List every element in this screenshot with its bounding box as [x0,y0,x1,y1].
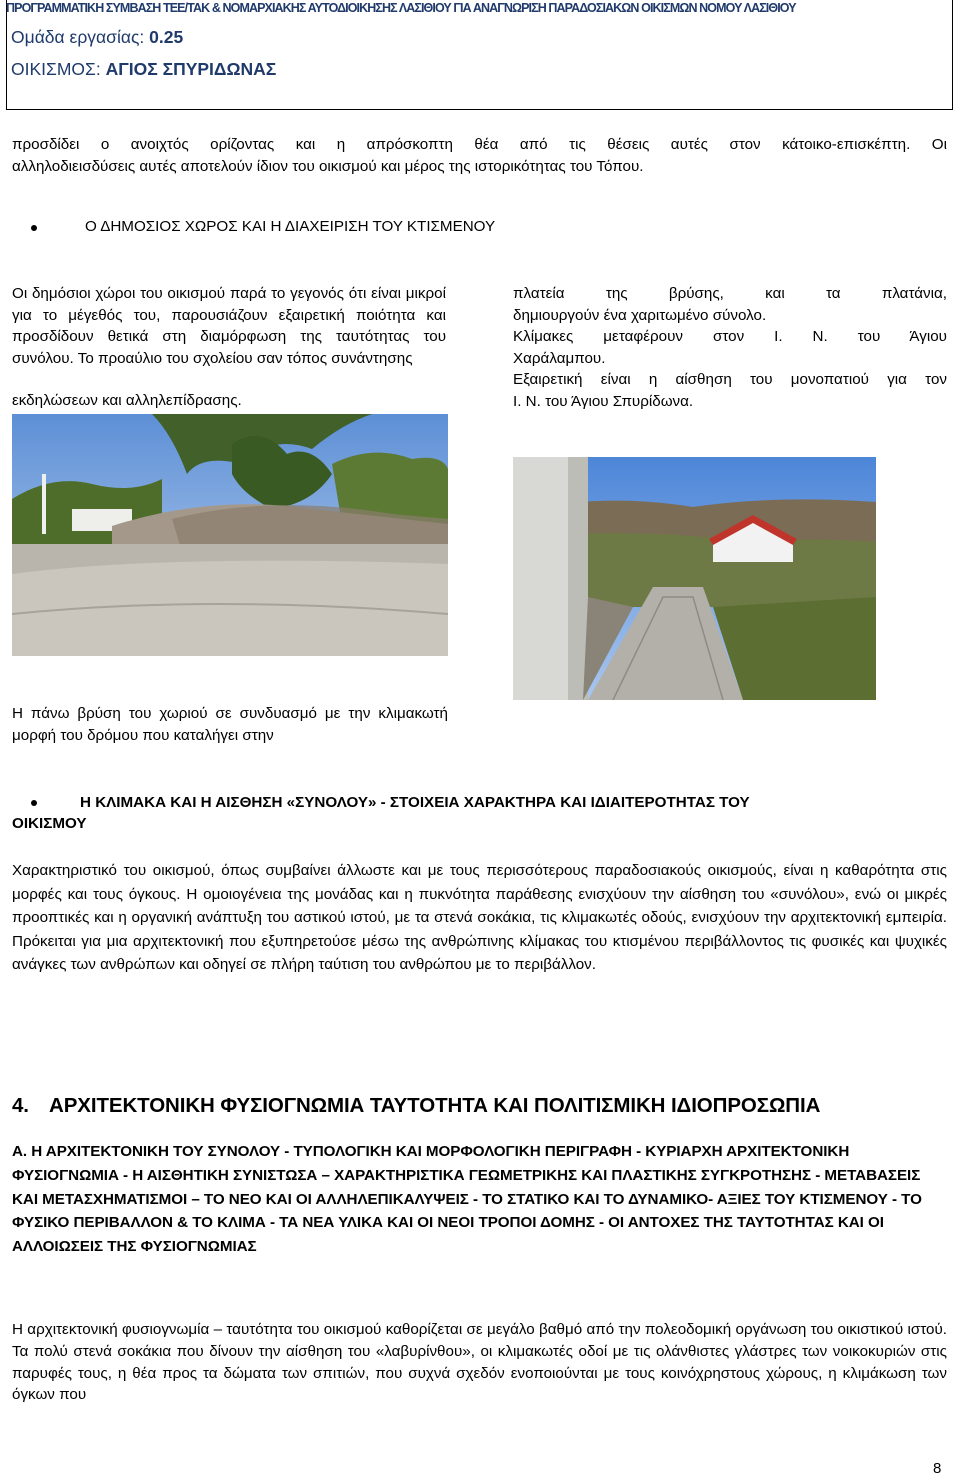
settlement-value: ΑΓΙΟΣ ΣΠΥΡΙΔΩΝΑΣ [105,59,277,79]
section-4-body: Η αρχιτεκτονική φυσιογνωμία – ταυτότητα του οικισμού καθορίζεται σε μεγάλο βαθμό από την πολεοδομική οργάνωση του οικιστικού ιστού. Τα πολύ στενά σοκάκια που δίνουν την αίσθηση του «λαβυρίνθου», οι κλιμακωτές οδοί με τις ολάνθιστες γλάστρες των νοικοκυριών στις παρυφές τους, η θέα προς τα δώματα των σπιτιών, που συχνά σχεδόν ενοποιούνται με τους κοινόχρηστους χώρους, η κλιμάκωση των όγκων που [12,1321,947,1404]
public-space-heading: Ο ΔΗΜΟΣΙΟΣ ΧΩΡΟΣ ΚΑΙ Η ΔΙΑΧΕΙΡΙΣΗ ΤΟΥ ΚΤΙΣΜΕΝΟΥ [85,218,496,235]
public-space-left-text: Οι δημόσιοι χώροι του οικισμού παρά το γεγονός ότι είναι μικροί για το μέγεθός του, παρουσιάζουν εξαιρετική ποιότητα και προσδίδουν θετικά στη διαμόρφωση της ταυτότητας του συνόλου. Το προαύλιο του σχολείου σαν τόπος συνάντησης [12,285,446,367]
right-line-3: Κλίμακες μεταφέρουν στον Ι. Ν. του Άγιου [513,328,947,345]
header-frame [6,0,953,110]
program-title: ΠΡΟΓΡΑΜΜΑΤΙΚΗ ΣΥΜΒΑΣΗ ΤΕΕ/ΤΑΚ & ΝΟΜΑΡΧΙΑΚΗΣ ΑΥΤΟΔΙΟΙΚΗΣΗΣ ΛΑΣΙΘΙΟΥ ΓΙΑ ΑΝΑΓΝΩΡΙΣΗ ΠΑΡΑΔΟΣΙΑΚΩΝ ΟΙΚΙΣΜΩΝ ΝΟΜΟΥ ΛΑΣΙΘΙΟΥ [6,1,796,15]
fountain-caption: Η πάνω βρύση του χωριού σε συνδυασμό με την κλιμακωτή μορφή του δρόμου που καταλήγει στην [12,705,448,744]
right-line-5: Εξαιρετική είναι η αίσθηση του μονοπατιού για τον [513,371,947,388]
scale-heading-line-1: Η ΚΛΙΜΑΚΑ ΚΑΙ Η ΑΙΣΘΗΣΗ «ΣΥΝΟΛΟΥ» - ΣΤΟΙΧΕΙΑ ΧΑΡΑΚΤΗΡΑ ΚΑΙ ΙΔΙΑΙΤΕΡΟΤΗΤΑΣ ΤΟΥ [80,794,750,811]
team-label: Ομάδα εργασίας: [11,27,145,47]
team-line [11,27,183,48]
intro-line-2: αλληλοδιεισδύσεις αυτές αποτελούν ίδιον του οικισμού και μέρος της ιστορικότητας του Τόπου. [12,158,644,175]
public-space-left-last: εκδηλώσεων και αλληλεπίδρασης. [12,392,242,409]
bullet-icon [31,800,37,806]
subsection-a-heading: Α. Η ΑΡΧΙΤΕΚΤΟΝΙΚΗ ΤΟΥ ΣΥΝΟΛΟΥ - ΤΥΠΟΛΟΓΙΚΗ ΚΑΙ ΜΟΡΦΟΛΟΓΙΚΗ ΠΕΡΙΓΡΑΦΗ - ΚΥΡΙΑΡΧΗ ΑΡΧΙΤΕΚΤΟΝΙΚΗ ΦΥΣΙΟΓΝΩΜΙΑ - Η ΑΙΣΘΗΤΙΚΗ ΣΥΝΙΣΤΩΣΑ – ΧΑΡΑΚΤΗΡΙΣΤΙΚΑ ΓΕΩΜΕΤΡΙΚΗΣ ΚΑΙ ΠΛΑΣΤΙΚΗΣ ΣΥΓΚΡΟΤΗΣΗΣ - ΜΕΤΑΒΑΣΕΙΣ ΚΑΙ ΜΕΤΑΣΧΗΜΑΤΙΣΜΟΙ – ΤΟ ΝΕΟ ΚΑΙ ΟΙ ΑΛΛΗΛΕΠΙΚΑΛΥΨΕΙΣ - ΤΟ ΣΤΑΤΙΚΟ ΚΑΙ ΤΟ ΔΥΝΑΜΙΚΟ- ΑΞΙΕΣ ΤΟΥ ΚΤΙΣΜΕΝΟΥ - ΤΟ ΦΥΣΙΚΟ ΠΕΡΙΒΑΛΛΟΝ & ΤΟ ΚΛΙΜΑ - ΤΑ ΝΕΑ ΥΛΙΚΑ ΚΑΙ ΟΙ ΝΕΟΙ ΤΡΟΠΟΙ ΔΟΜΗΣ - ΟΙ ΑΝΤΟΧΕΣ ΤΗΣ ΤΑΥΤΟΤΗΤΑΣ ΚΑΙ ΟΙ ΑΛΛΟΙΩΣΕΙΣ ΤΗΣ ΦΥΣΙΟΓΝΩΜΙΑΣ [12,1143,922,1256]
team-value: 0.25 [149,27,184,47]
section-title-text: ΑΡΧΙΤΕΚΤΟΝΙΚΗ ΦΥΣΙΟΓΝΩΜΙΑ ΤΑΥΤΟΤΗΤΑ ΚΑΙ ΠΟΛΙΤΙΣΜΙΚΗ ΙΔΙΟΠΡΟΣΩΠΙΑ [49,1094,821,1117]
right-line-2: δημιουργούν ένα χαριτωμένο σύνολο. [513,307,767,324]
scale-heading-line-2: ΟΙΚΙΣΜΟΥ [12,815,87,832]
scale-body: Χαρακτηριστικό του οικισμού, όπως συμβαίνει άλλωστε και με τους περισσότερους παραδοσιακούς οικισμούς, είναι η καθαρότητα στις μορφές και τους όγκους. Η ομοιογένεια της μονάδας και η πυκνότητα παράθεσης ενισχύουν την αίσθηση του «συνόλου», ενώ οι μικρές προοπτικές και η οργανική ανάπτυξη του αστικού ιστού, με τα στενά σοκάκια, τις κλιμακωτές οδούς, ενισχύουν την αρχιτεκτονική εμπειρία. Πρόκειται για μια αρχιτεκτονική που εξυπηρετούσε μέσω της ανθρώπινης κλίμακας του κτισμένου περιβάλλοντος τις φυσικές και ψυχικές ανάγκες των ανθρώπων και οδηγεί σε πλήρη ταύτιση του ανθρώπου με το περιβάλλον. [12,862,947,974]
right-line-1: πλατεία της βρύσης, και τα πλατάνια, [513,285,947,302]
section-4-title [12,1094,820,1118]
bullet-icon [31,225,37,231]
section-number: 4. [12,1094,29,1117]
right-line-6: Ι. Ν. του Άγιου Σπυρίδωνα. [513,393,694,410]
right-line-4: Χαράλαμπου. [513,350,606,367]
intro-line-1: προσδίδει ο ανοιχτός ορίζοντας και η απρόσκοπτη θέα από τις θέσεις αυτές στον κάτοικο-επισκέπτη. Οι [12,136,947,153]
settlement-label: ΟΙΚΙΣΜΟΣ: [11,59,101,79]
stairs-chapel-photo [513,457,876,700]
page-number: 8 [933,1460,942,1477]
schoolyard-photo [12,414,448,656]
settlement-line [11,59,276,80]
